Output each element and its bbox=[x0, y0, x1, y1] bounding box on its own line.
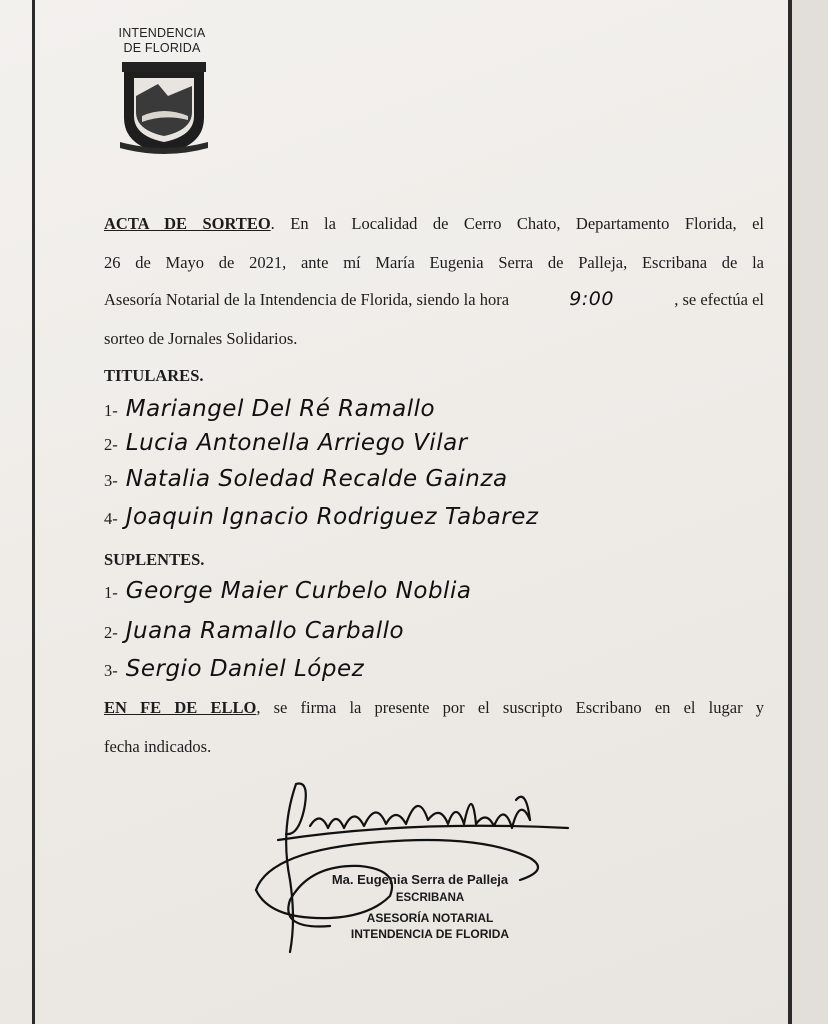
stamp-office-2: INTENDENCIA DE FLORIDA bbox=[350, 927, 510, 941]
para-line-3-text-b: , se efectúa el bbox=[674, 290, 764, 309]
suplente-3 bbox=[104, 656, 364, 682]
en-fe-heading: EN FE DE ELLO bbox=[104, 698, 257, 717]
para-line-2: 26 de Mayo de 2021, ante mí María Eugenia Serra de Palleja, Escribana de la bbox=[104, 253, 764, 272]
titular-1 bbox=[104, 396, 435, 422]
suplente-3-num: 3- bbox=[104, 661, 118, 680]
titular-3-num: 3- bbox=[104, 471, 118, 490]
suplente-1-name: George Maier Curbelo Noblia bbox=[125, 578, 472, 604]
para-line-1-text: . En la Localidad de Cerro Chato, Departamento Florida, el bbox=[270, 214, 765, 233]
closing-line-1-text: , se firma la presente por el suscripto Escribano en el lugar y bbox=[256, 698, 764, 717]
suplente-3-name: Sergio Daniel López bbox=[125, 656, 365, 682]
stamp-office-1: ASESORÍA NOTARIAL bbox=[366, 911, 494, 925]
page-edge-left bbox=[32, 0, 35, 1024]
para-line-3-text-a: Asesoría Notarial de la Intendencia de Florida, siendo la hora bbox=[104, 290, 510, 309]
org-line-2: DE FLORIDA bbox=[123, 41, 201, 55]
titular-3 bbox=[104, 466, 508, 492]
titular-1-num: 1- bbox=[104, 401, 118, 420]
suplente-2-num: 2- bbox=[104, 623, 118, 642]
closing-line-2: fecha indicados. bbox=[104, 737, 212, 756]
titular-4 bbox=[104, 504, 538, 530]
titular-3-name: Natalia Soledad Recalde Gainza bbox=[125, 466, 508, 492]
coat-of-arms-icon bbox=[118, 56, 210, 156]
suplente-1-num: 1- bbox=[104, 583, 118, 602]
titular-4-num: 4- bbox=[104, 509, 118, 528]
suplentes-heading: SUPLENTES. bbox=[104, 550, 205, 569]
suplente-1 bbox=[104, 578, 471, 604]
stamp-title: ESCRIBANA bbox=[395, 892, 465, 904]
page-margin-shadow bbox=[792, 0, 828, 1024]
titular-2-num: 2- bbox=[104, 435, 118, 454]
suplente-2 bbox=[104, 618, 404, 644]
stamp-name: Ma. Eugenia Serra de Palleja bbox=[331, 872, 509, 887]
org-line-1: INTENDENCIA bbox=[118, 26, 206, 40]
para-line-4: sorteo de Jornales Solidarios. bbox=[104, 329, 298, 348]
para-line-1 bbox=[104, 214, 764, 234]
titular-2-name: Lucia Antonella Arriego Vilar bbox=[125, 430, 468, 456]
titular-2 bbox=[104, 430, 468, 456]
suplente-2-name: Juana Ramallo Carballo bbox=[125, 618, 405, 644]
organization-name bbox=[112, 26, 212, 56]
closing-line-1 bbox=[104, 698, 764, 718]
acta-heading: ACTA DE SORTEO bbox=[104, 214, 271, 233]
handwritten-time: 9:00 bbox=[569, 288, 614, 310]
para-line-3 bbox=[104, 288, 764, 310]
titular-1-name: Mariangel Del Ré Ramallo bbox=[125, 396, 436, 422]
titulares-heading: TITULARES. bbox=[104, 366, 204, 385]
titular-4-name: Joaquin Ignacio Rodriguez Tabarez bbox=[125, 504, 539, 530]
